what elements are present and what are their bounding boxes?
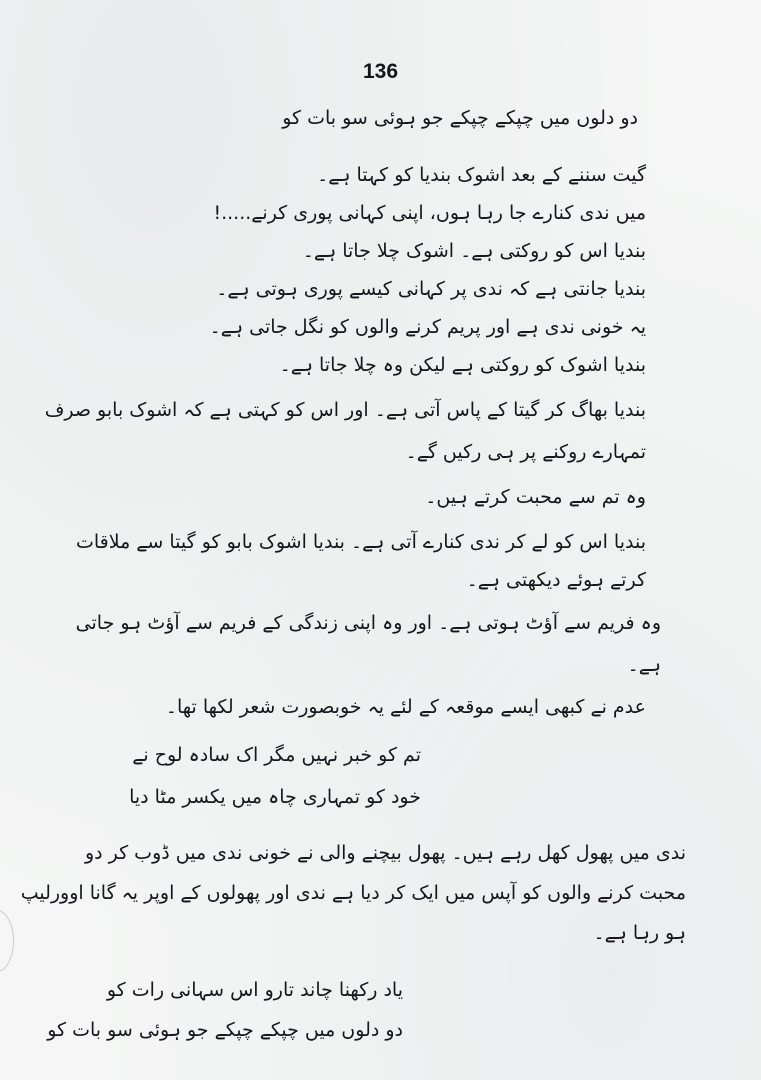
text-line: ندی میں پھول کھل رہے ہیں۔ پھول بیچنے والی نے خونی ندی میں ڈوب کر دو	[84, 842, 686, 864]
text-line: میں ندی کنارے جا رہا ہوں، اپنی کہانی پوری کرنے.....!	[213, 202, 646, 224]
page-edge-curl	[0, 910, 14, 972]
text-line: یہ خونی ندی ہے اور پریم کرنے والوں کو نگل جاتی ہے۔	[209, 316, 646, 338]
text-line: وہ تم سے محبت کرتے ہیں۔	[425, 486, 646, 508]
verse-line: تم کو خبر نہیں مگر اک سادہ لوح نے	[132, 744, 421, 766]
text-line: تمہارے روکنے پر ہی رکیں گے۔	[405, 441, 646, 463]
verse-line: یاد رکھنا چاند تارو اس سہانی رات کو	[106, 979, 403, 1001]
text-line: بندیا جانتی ہے کہ ندی پر کہانی کیسے پوری ہوتی ہے۔	[216, 278, 646, 300]
text-line: ہو رہا ہے۔	[593, 922, 686, 944]
text-line: عدم نے کبھی ایسے موقعہ کے لئے یہ خوبصورت شعر لکھا تھا۔	[165, 696, 646, 718]
verse-line: دو دلوں میں چپکے چپکے جو ہوئی سو بات کو	[47, 1019, 403, 1041]
page-number: 136	[362, 60, 399, 83]
text-line: ہے۔	[627, 654, 661, 676]
text-line: بندیا اشوک کو روکتی ہے لیکن وہ چلا جاتا ہے۔	[279, 354, 646, 376]
verse-line: خود کو تمہاری چاہ میں یکسر مٹا دیا	[129, 786, 421, 808]
text-line: بندیا بھاگ کر گیتا کے پاس آتی ہے۔ اور اس کو کہتی ہے کہ اشوک بابو صرف	[44, 399, 646, 421]
text-line: بندیا اس کو روکتی ہے۔ اشوک چلا جاتا ہے۔	[302, 240, 646, 262]
text-line: محبت کرنے والوں کو آپس میں ایک کر دیا ہے ندی اور پھولوں کے اوپر یہ گانا اوورلیپ	[20, 882, 686, 904]
text-line: بندیا اس کو لے کر ندی کنارے آتی ہے۔ بندیا اشوک بابو کو گیتا سے ملاقات	[75, 531, 646, 553]
verse-line: دو دلوں میں چپکے چپکے جو ہوئی سو بات کو	[282, 107, 638, 129]
text-line: گیت سننے کے بعد اشوک بندیا کو کہتا ہے۔	[317, 164, 646, 186]
text-line: وہ فریم سے آؤٹ ہوتی ہے۔ اور وہ اپنی زندگی کے فریم سے آؤٹ ہو جاتی	[75, 612, 661, 634]
text-line: کرتے ہوئے دیکھتی ہے۔	[466, 569, 646, 591]
